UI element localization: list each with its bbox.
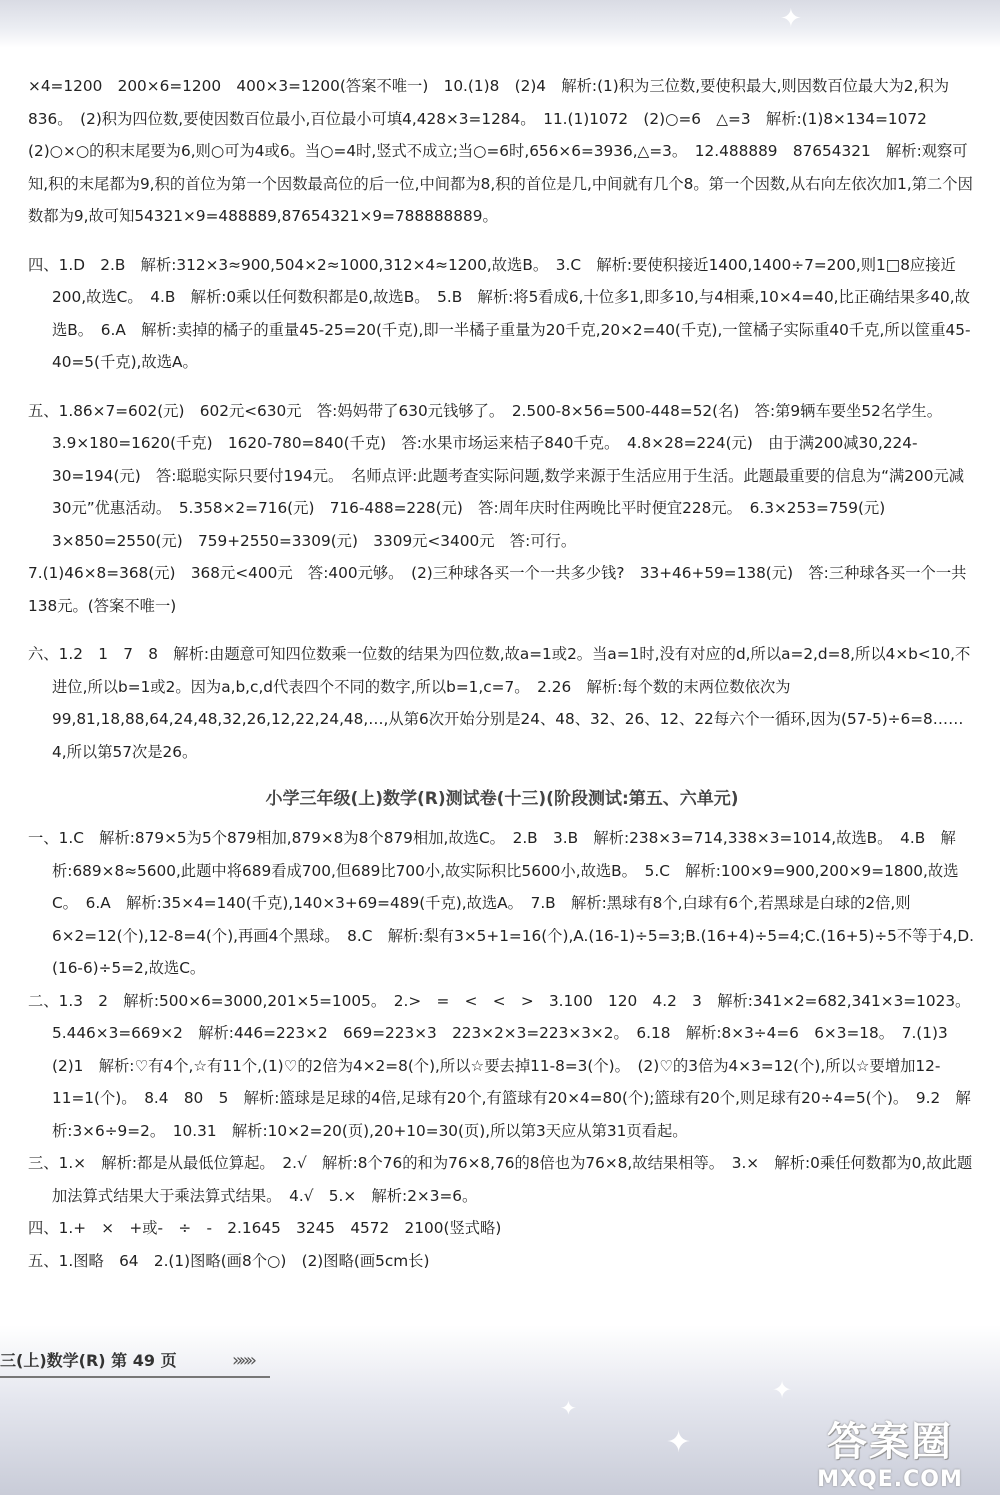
page-footer [0,1348,177,1371]
footer-divider [0,1376,270,1378]
test-section-two: 二、1.3 2 解析:500×6=3000,201×5=1005。 2.> = < < > 3.100 120 4.2 3 解析:341×2=682,341×3=1023。 5.446×3=669×2 解析:446=223×2 669=223×3 223×2×3=223×3×2。 6.18 解析:8×3÷4=6 6×3=18。 7.(1)3 (2)1 解析:♡有4个,☆有11个,(1)♡的2倍为4×2=8(个),所以☆要去掉11-8=3(个)。 (2)♡的3倍为4×3=12(个),所以☆要增加12-11=1(个)。 8.4 80 5 解析:篮球是足球的4倍,足球有20个,有篮球有20×4=80(个);篮球有20个,则足球有20÷4=5(个)。 9.2 解析:3×6÷9=2。 10.31 解析:10×2=20(页),20+10=30(页),所以第3天应从第31页看起。 [28,991,979,1140]
arrow-decoration-icon: »»» [232,1350,254,1371]
sparkle-icon: ✦ [666,1425,692,1460]
sparkle-icon: ✦ [780,4,802,34]
section-four-answers: 四、1.D 2.B 解析:312×3≈900,504×2≈1000,312×4≈1200,故选B。 3.C 解析:要使积接近1400,1400÷7=200,则1□8应接近200,故选C。 4.B 解析:0乘以任何数积都是0,故选B。 5.B 解析:将5看成6,十位多1,即多10,与4相乘,10×4=40,比正确结果多40,故选B。 6.A 解析:卖掉的橘子的重量45-25=20(千克),即一半橘子重量为20千克,20×2=40(千克),一筐橘子实际重40千克,所以筐重45-40=5(千克),故选A。 [28,255,971,371]
answer-content [28,70,979,1277]
section-five-answers: 五、1.86×7=602(元) 602元<630元 答:妈妈带了630元钱够了。 2.500-8×56=500-448=52(名) 答:第9辆车要坐52名学生。 3.9×180=1620(千克) 1620-780=840(千克) 答:水果市场运来桔子840千克。 4.8×28=224(元) 由于满200减30,224-30=194(元) 答:聪聪实际只要付194元。 名师点评:此题考查实际问题,数学来源于生活应用于生活。此题最重要的信息为“满200元减30元”优惠活动。 5.358×2=716(元) 716-488=228(元) 答:周年庆时住两晚比平时便宜228元。 6.3×253=759(元) 3×850=2550(元) 759+2550=3309(元) 3309元<3400元 答:可行。 [28,401,965,550]
continued-answers: ×4=1200 200×6=1200 400×3=1200(答案不唯一) 10.(1)8 (2)4 解析:(1)积为三位数,要使积最大,则因数百位最大为2,积为836。 (2)积为四位数,要使因数百位最小,百位最小可填4,428×3=1284。 11.(1)1072 (2)○=6 △=3 解析:(1)8×134=1072 (2)○×○的积末尾要为6,则○可为4或6。当○=4时,竖式不成立;当○=6时,656×6=3936,△=3。 12.488889 87654321 解析:观察可知,积的末尾都为9,积的首位为第一个因数最高位的后一位,中间都为8,积的首位是几,中间就有几个8。第一个因数,从右向左依次加1,第二个因数都为9,故可知54321×9=488889,87654321×9=788888889。 [28,77,973,225]
watermark-url: MXQE.COM [817,1467,963,1492]
sparkle-icon: ✦ [772,1376,793,1404]
test-section-three: 三、1.× 解析:都是从最低位算起。 2.√ 解析:8个76的和为76×8,76的8倍也为76×8,故结果相等。 3.× 解析:0乘任何数都为0,故此题加法算式结果大于乘法算式结果。 4.√ 5.× 解析:2×3=6。 [28,1154,973,1205]
test-title: 小学三年级(上)数学(R)测试卷(十三)(阶段测试:第五、六单元) [265,789,739,809]
page-number: 49 [132,1351,156,1370]
footer-page-prefix: 第 [111,1351,128,1370]
sparkle-icon: ✦ [560,1396,577,1420]
section-six-answers: 六、1.2 1 7 8 解析:由题意可知四位数乘一位数的结果为四位数,故a=1或2。当a=1时,没有对应的d,所以a=2,d=8,所以4×b<10,不进位,所以b=1或2。因为a,b,c,d代表四个不同的数字,所以b=1,c=7。 2.26 解析:每个数的末两位数依次为99,81,18,88,64,24,48,32,26,12,22,24,48,…,从第6次开始分别是24、48、32、26、12、22每六个一循环,因为(57-5)÷6=8……4,所以第57次是26。 [28,645,971,761]
watermark [800,1410,980,1492]
top-decoration [0,0,1000,48]
footer-page-suffix: 页 [160,1351,177,1370]
test-section-five: 五、1.图略 64 2.(1)图略(画8个○) (2)图略(画5cm长) [28,1251,430,1270]
test-section-four: 四、1.+ × +或- ÷ - 2.1645 3245 4572 2100(竖式略) [28,1219,502,1237]
test-section-one: 一、1.C 解析:879×5为5个879相加,879×8为8个879相加,故选C。 2.B 3.B 解析:238×3=714,338×3=1014,故选B。 4.B 解析:689×8≈5600,此题中将689看成700,但689比700小,故实际积比5600小,故选B。 5.C 解析:100×9=900,200×9=1800,故选C。 6.A 解析:35×4=140(千克),140×3+69=489(千克),故选A。 7.B 解析:黑球有8个,白球有6个,若黑球是白球的2倍,则6×2=12(个),12-8=4(个),再画4个黑球。 8.C 解析:梨有3×5+1=16(个),A.(16-1)÷5=3;B.(16+4)÷5=4;C.(16+5)÷5不等于4,D.(16-6)÷5=2,故选C。 [28,829,974,977]
section-five-q7: 7.(1)46×8=368(元) 368元<400元 答:400元够。 (2)三种球各买一个一共多少钱? 33+46+59=138(元) 答:三种球各买一个一共138元。(答案不唯一) [28,564,967,615]
footer-label: 三(上)数学(R) [0,1351,106,1370]
watermark-logo-text: 答案圈 [827,1419,953,1465]
